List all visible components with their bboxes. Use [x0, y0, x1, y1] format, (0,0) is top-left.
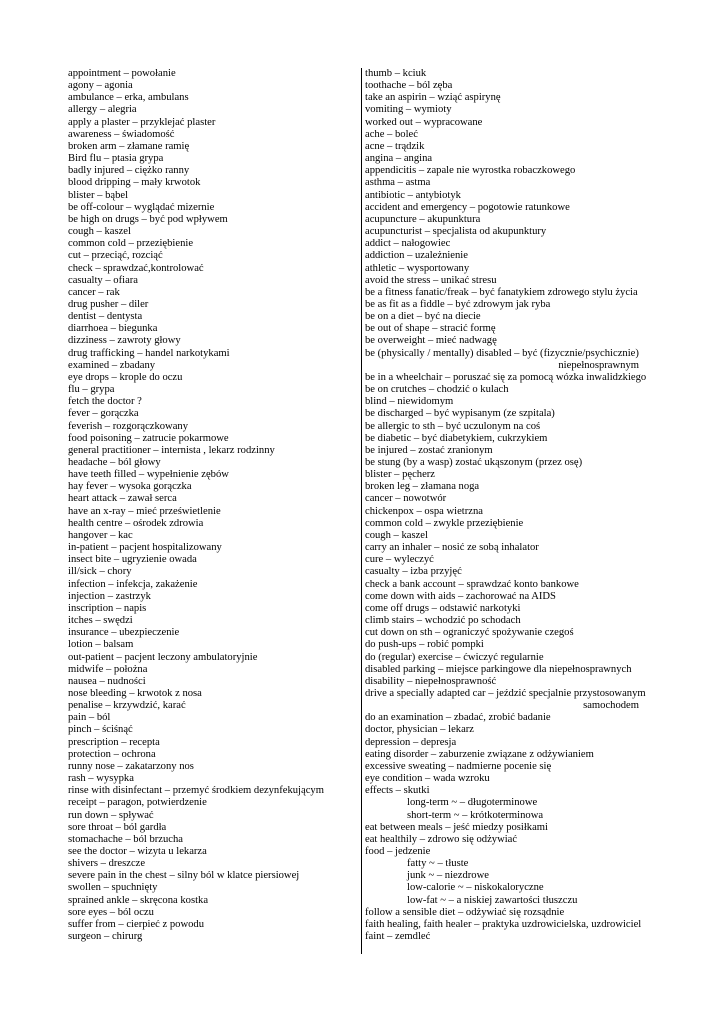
- vocab-entry: avoid the stress – unikać stresu: [365, 274, 497, 286]
- vocab-entry: drug trafficking – handel narkotykami: [68, 347, 230, 359]
- vocab-entry: fever – gorączka: [68, 408, 139, 420]
- vocab-entry: casualty – ofiara: [68, 274, 139, 286]
- vocab-entry: itches – swędzi: [68, 615, 133, 627]
- vocab-entry: be (physically / mentally) disabled – być (fizycznie/psychicznie): [365, 347, 639, 359]
- vocab-entry: appointment – powołanie: [68, 68, 176, 79]
- vocab-entry: be off-colour – wyglądać mizernie: [68, 201, 215, 213]
- vocab-entry: diarrhoea – biegunka: [68, 323, 158, 335]
- vocab-entry: headache – ból głowy: [68, 457, 161, 468]
- vocab-entry: addict – nałogowiec: [365, 238, 451, 250]
- vocab-entry: blood dripping – mały krwotok: [68, 177, 201, 189]
- vocab-entry: disabled parking – miejsce parkingowe dla niepełnosprawnych: [365, 663, 632, 675]
- vocab-entry: hangover – kac: [68, 529, 133, 541]
- vocab-entry: faith healing, faith healer – praktyka uzdrowicielska, uzdrowiciel: [365, 918, 642, 930]
- vocab-entry: do (regular) exercise – ćwiczyć regularnie: [365, 651, 544, 663]
- vocab-entry: midwife – położna: [68, 663, 148, 675]
- vocab-entry: antibiotic – antybiotyk: [365, 189, 461, 201]
- vocab-entry: be high on drugs – być pod wpływem: [68, 213, 228, 225]
- vocab-entry: acupuncture – akupunktura: [365, 213, 481, 225]
- vocab-entry: rinse with disinfectant – przemyć środkiem dezynfekującym: [68, 785, 324, 797]
- vocab-entry: pinch – ściśnąć: [68, 724, 133, 736]
- vocab-entry: take an aspirin – wziąć aspirynę: [365, 92, 501, 104]
- vocab-entry: check a bank account – sprawdzać konto bankowe: [365, 578, 579, 590]
- vocab-entry: cough – kaszel: [365, 529, 428, 541]
- vocab-entry-continuation: samochodem: [583, 700, 639, 712]
- vocab-entry: food – jedzenie: [365, 846, 431, 857]
- vocab-entry: rash – wysypka: [68, 773, 134, 785]
- vocab-entry: insect bite – ugryzienie owada: [68, 554, 197, 566]
- vocab-entry: do push-ups – robić pompki: [365, 639, 484, 651]
- vocab-entry: broken leg – złamana noga: [365, 481, 480, 493]
- vocab-entry: cough – kaszel: [68, 226, 131, 238]
- vocab-entry: be injured – zostać zranionym: [365, 444, 493, 456]
- vocab-entry: accident and emergency – pogotowie ratunkowe: [365, 201, 570, 213]
- vocab-entry: vomiting – wymioty: [365, 104, 452, 116]
- vocab-entry: do an examination – zbadać, zrobić badanie: [365, 712, 551, 724]
- vocab-entry: worked out – wypracowane: [365, 116, 483, 128]
- vocab-subentry: low-calorie ~ – niskokaloryczne: [407, 882, 544, 894]
- vocab-entry: casualty – izba przyjęć: [365, 566, 462, 578]
- vocab-entry: sore throat – ból gardła: [68, 821, 167, 833]
- vocab-entry: protection – ochrona: [68, 748, 156, 760]
- vocab-entry: be discharged – być wypisanym (ze szpitala): [365, 408, 555, 420]
- vocab-entry: see the doctor – wizyta u lekarza: [68, 846, 207, 857]
- vocab-entry: blind – niewidomym: [365, 396, 454, 408]
- vocab-entry: dentist – dentysta: [68, 311, 143, 323]
- column-divider: [361, 68, 362, 954]
- vocab-entry: asthma – astma: [365, 177, 431, 189]
- vocab-entry: have teeth filled – wypełnienie zębów: [68, 469, 229, 481]
- vocab-entry: eating disorder – zaburzenie związane z odżywianiem: [365, 748, 594, 760]
- vocab-entry: health centre – ośrodek zdrowia: [68, 517, 204, 529]
- vocab-entry: disability – niepełnosprawność: [365, 675, 497, 687]
- vocab-entry: awareness – świadomość: [68, 128, 175, 140]
- vocab-entry: blister – pęcherz: [365, 469, 436, 481]
- vocab-entry: check – sprawdzać,kontrolować: [68, 262, 204, 274]
- vocab-entry: be on a diet – być na diecie: [365, 311, 481, 323]
- vocab-entry: drive a specially adapted car – jeździć specjalnie przystosowanym: [365, 687, 646, 699]
- vocab-subentry: junk ~ – niezdrowe: [407, 870, 489, 882]
- vocab-entry: acupuncturist – specjalista od akupunktury: [365, 226, 547, 238]
- vocab-entry: severe pain in the chest – silny ból w klatce piersiowej: [68, 870, 300, 882]
- vocab-entry: sprained ankle – skręcona kostka: [68, 894, 209, 906]
- vocab-entry: swollen – spuchnięty: [68, 882, 158, 894]
- vocab-entry: Bird flu – ptasia grypa: [68, 153, 164, 165]
- vocab-entry: ill/sick – chory: [68, 566, 132, 578]
- vocab-entry: food poisoning – zatrucie pokarmowe: [68, 432, 229, 444]
- vocab-entry: runny nose – zakatarzony nos: [68, 760, 194, 772]
- vocab-entry: eye condition – wada wzroku: [365, 773, 490, 785]
- vocab-entry: general practitioner – internista , lekarz rodzinny: [68, 444, 275, 456]
- vocab-entry: receipt – paragon, potwierdzenie: [68, 797, 207, 809]
- vocab-entry: be a fitness fanatic/freak – być fanatykiem zdrowego stylu życia: [365, 286, 638, 298]
- vocab-entry: eye drops – krople do oczu: [68, 371, 183, 383]
- vocab-entry: common cold – przeziębienie: [68, 238, 194, 250]
- vocab-entry: prescription – recepta: [68, 736, 160, 748]
- left-vocabulary-column: [68, 68, 360, 943]
- vocab-entry: in-patient – pacjent hospitalizowany: [68, 542, 222, 554]
- vocab-entry: addiction – uzależnienie: [365, 250, 468, 262]
- vocab-entry: drug pusher – diler: [68, 298, 149, 310]
- vocab-entry: surgeon – chirurg: [68, 931, 143, 943]
- vocab-entry: be allergic to sth – być uczulonym na coś: [365, 420, 541, 432]
- vocab-entry: sore eyes – ból oczu: [68, 906, 154, 918]
- vocab-entry: eat between meals – jeść miedzy posiłkami: [365, 821, 548, 833]
- vocab-entry: cure – wyleczyć: [365, 554, 434, 566]
- vocab-entry: acne – trądzik: [365, 140, 425, 152]
- vocab-entry: nose bleeding – krwotok z nosa: [68, 687, 202, 699]
- vocab-entry: penalise – krzywdzić, karać: [68, 700, 186, 712]
- vocab-entry: allergy – alegria: [68, 104, 137, 116]
- vocab-entry: athletic – wysportowany: [365, 262, 470, 274]
- vocab-entry: examined – zbadany: [68, 359, 156, 371]
- vocab-entry: cancer – rak: [68, 286, 120, 298]
- vocab-entry: be in a wheelchair – poruszać się za pomocą wózka inwalidzkiego: [365, 371, 647, 383]
- vocab-entry: thumb – kciuk: [365, 68, 427, 79]
- vocab-entry: climb stairs – wchodzić po schodach: [365, 615, 521, 627]
- vocab-entry: stomachache – ból brzucha: [68, 833, 184, 845]
- vocab-entry: cut – przeciąć, rozciąć: [68, 250, 163, 262]
- right-vocabulary-column: [365, 68, 665, 943]
- vocab-entry: effects – skutki: [365, 785, 430, 797]
- vocab-subentry: fatty ~ – tłuste: [407, 858, 469, 870]
- vocab-entry: be diabetic – być diabetykiem, cukrzykiem: [365, 432, 548, 444]
- vocab-entry: follow a sensible diet – odżywiać się rozsądnie: [365, 906, 565, 918]
- vocab-entry: heart attack – zawał serca: [68, 493, 177, 505]
- vocab-entry: cut down on sth – ograniczyć spożywanie czegoś: [365, 627, 574, 639]
- vocab-entry: feverish – rozgorączkowany: [68, 420, 189, 432]
- vocab-entry: flu – grypa: [68, 384, 115, 396]
- vocab-entry: broken arm – złamane ramię: [68, 140, 190, 152]
- vocab-entry: angina – angina: [365, 153, 433, 165]
- vocab-entry: injection – zastrzyk: [68, 590, 151, 602]
- vocab-entry: out-patient – pacjent leczony ambulatoryjnie: [68, 651, 258, 663]
- vocab-entry: be stung (by a wasp) zostać ukąszonym (przez osę): [365, 457, 583, 468]
- vocab-entry: agony – agonia: [68, 80, 133, 92]
- vocab-entry: be on crutches – chodzić o kulach: [365, 384, 509, 396]
- vocab-entry: common cold – zwykle przeziębienie: [365, 517, 524, 529]
- vocab-entry-continuation: niepełnosprawnym: [558, 359, 639, 371]
- vocab-entry: badly injured – ciężko ranny: [68, 165, 190, 177]
- vocab-entry: appendicitis – zapale nie wyrostka robaczkowego: [365, 165, 576, 177]
- vocab-entry: cancer – nowotwór: [365, 493, 447, 505]
- vocab-entry: insurance – ubezpieczenie: [68, 627, 180, 639]
- vocab-entry: apply a plaster – przyklejać plaster: [68, 116, 216, 128]
- vocab-entry: run down – spływać: [68, 809, 154, 821]
- vocab-entry: inscription – napis: [68, 602, 147, 614]
- vocab-entry: excessive sweating – nadmierne pocenie się: [365, 760, 552, 772]
- vocab-entry: nausea – nudności: [68, 675, 146, 687]
- vocab-entry: be overweight – mieć nadwagę: [365, 335, 497, 347]
- vocab-subentry: short-term ~ – krótkoterminowa: [407, 809, 544, 821]
- vocab-entry: shivers – dreszcze: [68, 858, 146, 870]
- vocab-entry: be as fit as a fiddle – być zdrowym jak ryba: [365, 298, 551, 310]
- vocab-entry: toothache – ból zęba: [365, 80, 453, 92]
- vocab-subentry: low-fat ~ – a niskiej zawartości tłuszczu: [407, 894, 578, 906]
- vocab-entry: hay fever – wysoka gorączka: [68, 481, 192, 493]
- vocab-entry: have an x-ray – mieć prześwietlenie: [68, 505, 221, 517]
- vocab-entry: come off drugs – odstawić narkotyki: [365, 602, 521, 614]
- vocab-entry: doctor, physician – lekarz: [365, 724, 475, 736]
- vocab-entry: pain – ból: [68, 712, 111, 724]
- vocab-entry: faint – zemdleć: [365, 931, 431, 943]
- vocab-entry: eat healthily – zdrowo się odżywiać: [365, 833, 518, 845]
- vocab-entry: come down with aids – zachorować na AIDS: [365, 590, 556, 602]
- vocab-entry: infection – infekcja, zakażenie: [68, 578, 198, 590]
- vocab-entry: blister – bąbel: [68, 189, 129, 201]
- vocab-entry: depression – depresja: [365, 736, 457, 748]
- vocab-entry: dizziness – zawroty głowy: [68, 335, 181, 347]
- vocab-entry: fetch the doctor ?: [68, 396, 142, 408]
- vocab-entry: carry an inhaler – nosić ze sobą inhalator: [365, 542, 539, 554]
- vocab-subentry: long-term ~ – długoterminowe: [407, 797, 538, 809]
- vocab-entry: suffer from – cierpieć z powodu: [68, 918, 205, 930]
- vocab-entry: lotion – balsam: [68, 639, 134, 651]
- vocab-entry: be out of shape – stracić formę: [365, 323, 496, 335]
- vocab-entry: ache – boleć: [365, 128, 418, 140]
- vocab-entry: chickenpox – ospa wietrzna: [365, 505, 483, 517]
- vocab-entry: ambulance – erka, ambulans: [68, 92, 189, 104]
